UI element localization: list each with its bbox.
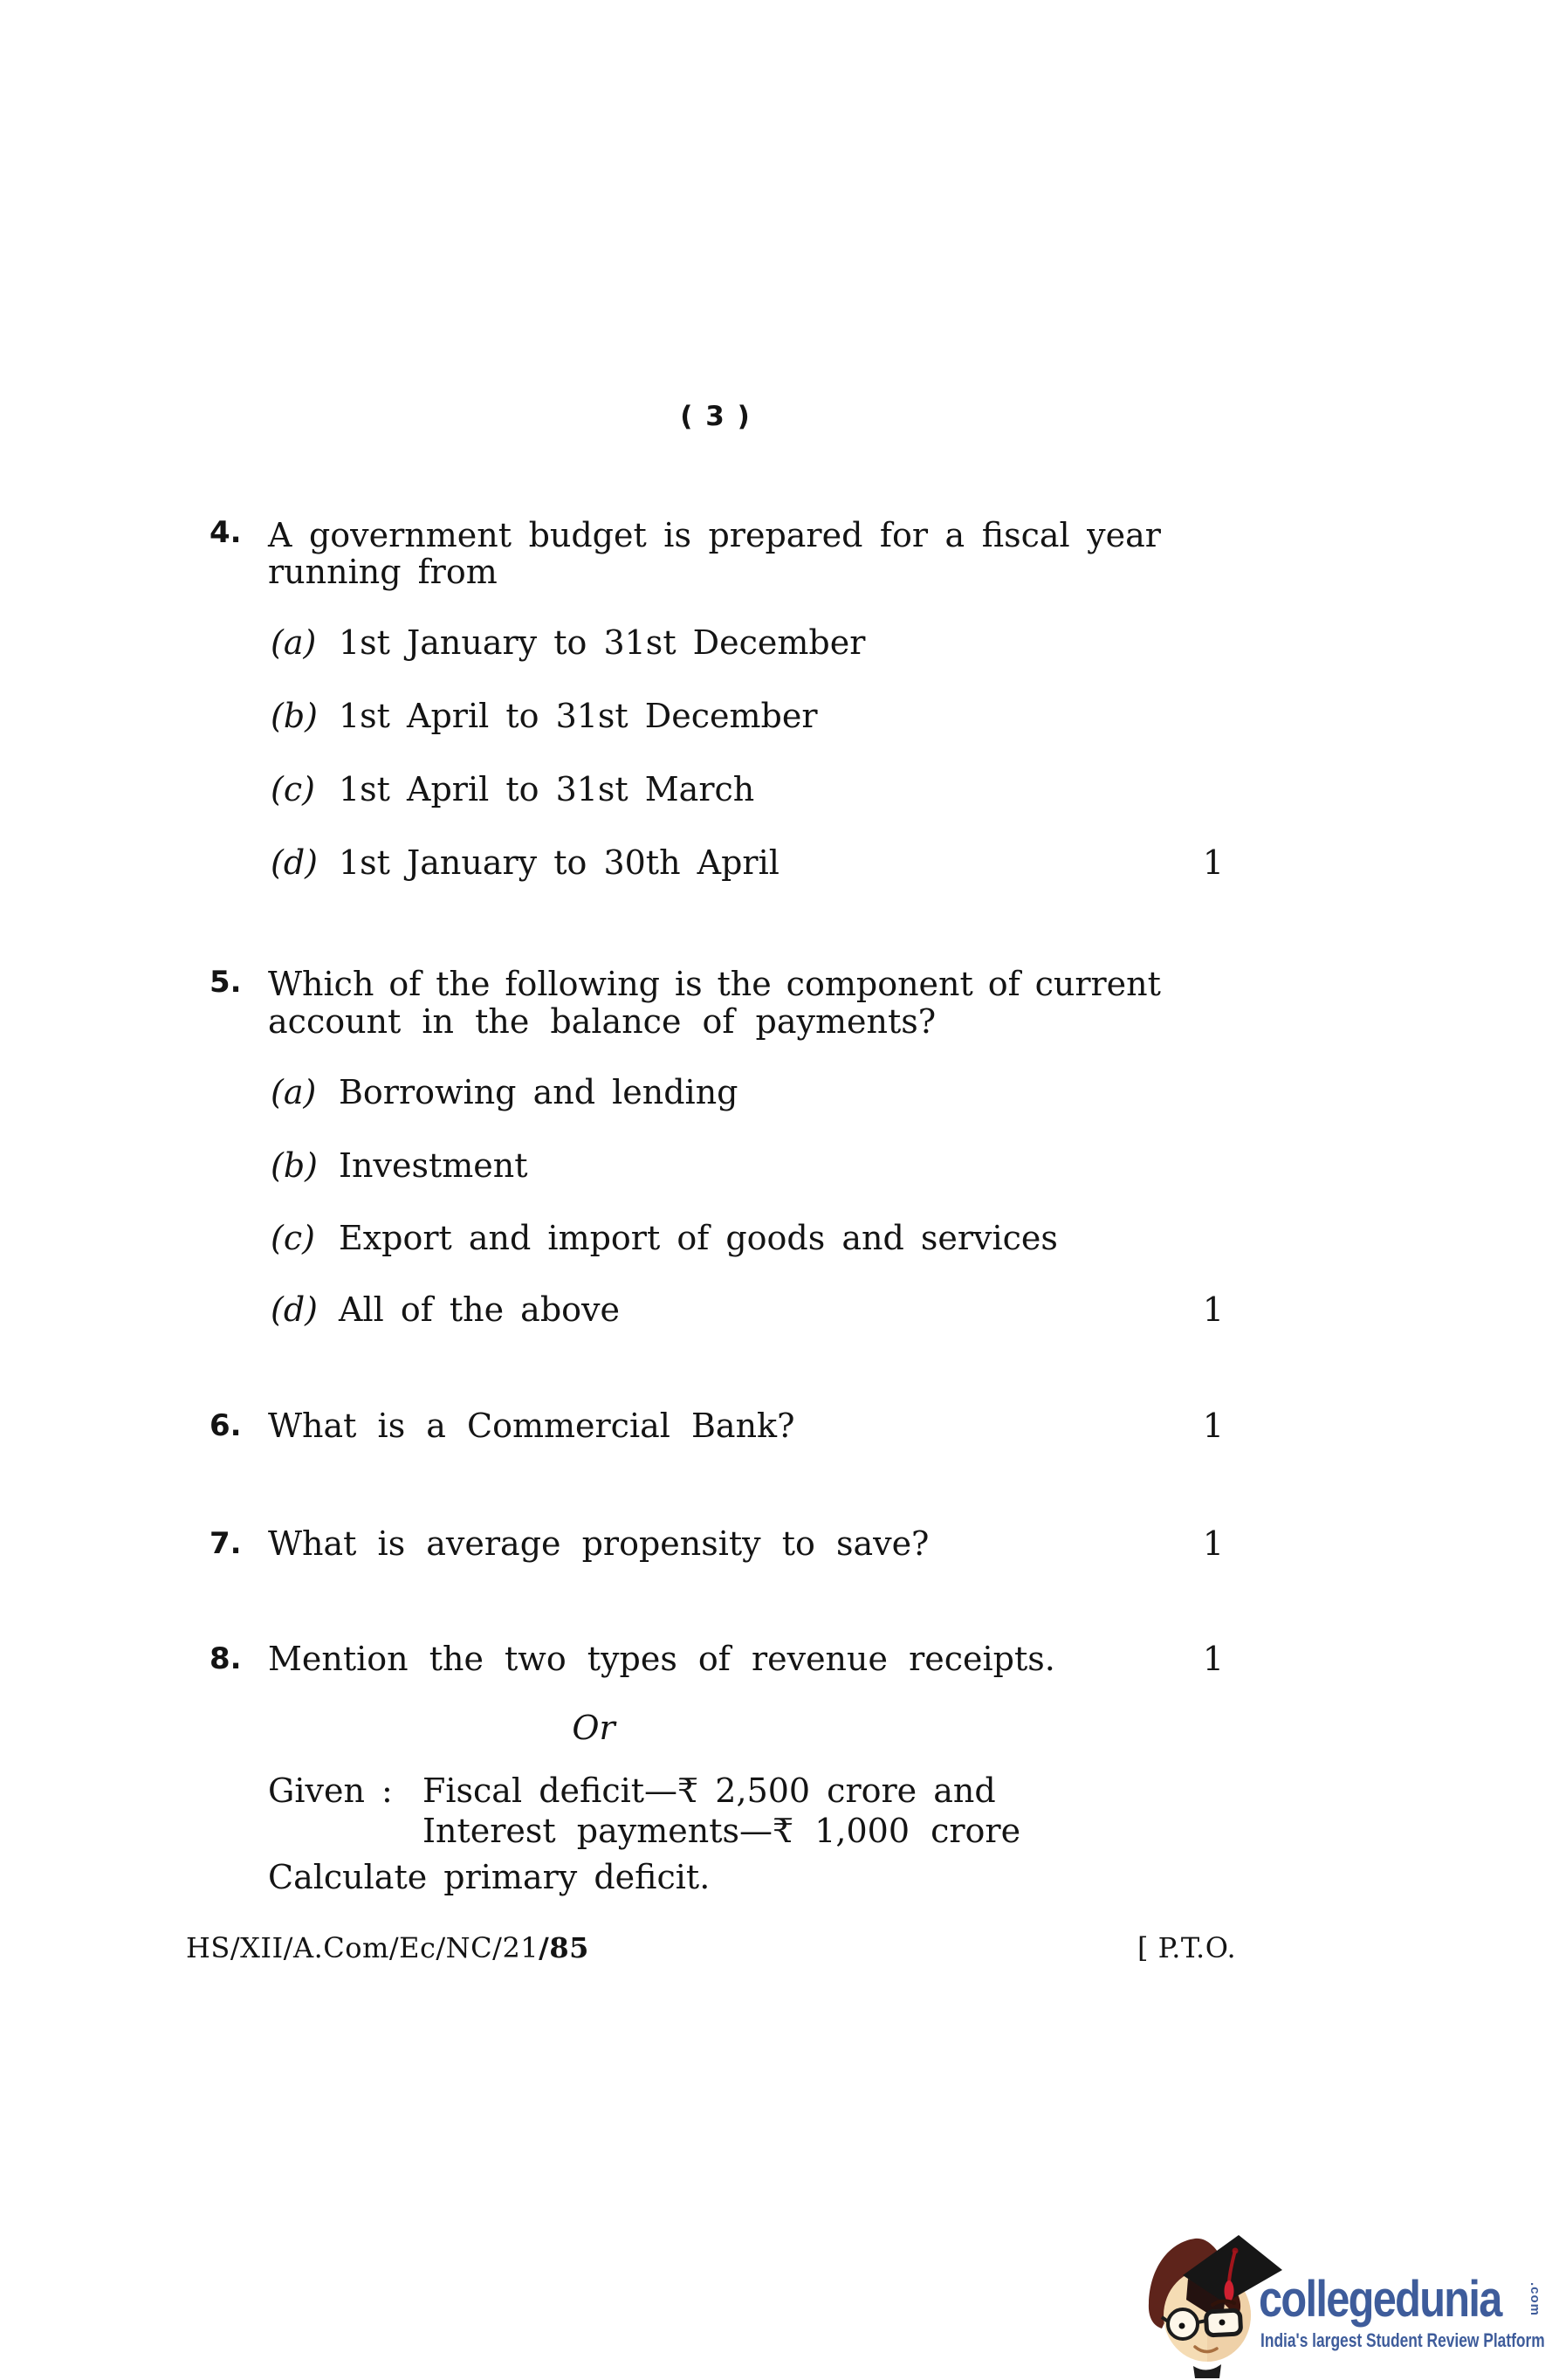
q4-option-b-text: 1st April to 31st December	[339, 697, 818, 735]
question-7-text: What is average propensity to save?	[268, 1524, 930, 1563]
paper-code	[186, 1930, 589, 1965]
q8-given-label: Given :	[268, 1771, 393, 1810]
question-5-number: 5.	[209, 965, 242, 1000]
q5-option-b-text: Investment	[339, 1146, 528, 1185]
collegedunia-wordmark: collegedunia	[1259, 2271, 1501, 2328]
q5-option-d-text: All of the above	[339, 1290, 620, 1329]
q4-option-d-letter: (d)	[271, 843, 318, 882]
q8-or-label: Or	[572, 1709, 615, 1747]
question-4-number: 4.	[209, 515, 242, 550]
question-8-number: 8.	[209, 1641, 242, 1676]
q8-given-line2: Interest payments—₹ 1,000 crore	[422, 1812, 1021, 1850]
collegedunia-tld: .com	[1528, 2282, 1542, 2317]
q5-option-a-letter: (a)	[271, 1073, 317, 1111]
q8-marks: 1	[1202, 1640, 1224, 1678]
page-number: ( 3 )	[680, 401, 752, 432]
q8-given-line1: Fiscal deficit—₹ 2,500 crore and	[422, 1771, 996, 1810]
q4-option-a-text: 1st January to 31st December	[339, 623, 866, 662]
pto-label: [ P.T.O.	[1137, 1931, 1237, 1964]
question-4-text-line2: running from	[268, 553, 498, 591]
q5-marks: 1	[1202, 1290, 1224, 1329]
q5-option-d-letter: (d)	[271, 1290, 318, 1329]
question-5-text-line1: Which of the following is the component of current	[268, 965, 1161, 1003]
q7-marks: 1	[1202, 1524, 1224, 1563]
q5-option-a-text: Borrowing and lending	[339, 1073, 738, 1111]
q4-option-b-letter: (b)	[271, 697, 318, 735]
paper-code-bold: /85	[539, 1931, 589, 1964]
q4-option-c-letter: (c)	[271, 770, 315, 808]
q6-marks: 1	[1202, 1407, 1224, 1445]
q4-option-c-text: 1st April to 31st March	[339, 770, 755, 808]
q8-instruction: Calculate primary deficit.	[268, 1858, 711, 1896]
question-8-text: Mention the two types of revenue receipts.	[268, 1640, 1055, 1678]
paper-code-regular: HS/XII/A.Com/Ec/NC/21	[186, 1931, 539, 1964]
q5-option-c-letter: (c)	[271, 1219, 315, 1257]
question-7-number: 7.	[209, 1526, 242, 1561]
question-6-text: What is a Commercial Bank?	[268, 1407, 795, 1445]
q4-option-a-letter: (a)	[271, 623, 317, 662]
q5-option-b-letter: (b)	[271, 1146, 318, 1185]
question-6-number: 6.	[209, 1408, 242, 1443]
q5-option-c-text: Export and import of goods and services	[339, 1219, 1058, 1257]
q4-option-d-text: 1st January to 30th April	[339, 843, 780, 882]
collegedunia-tagline: India's largest Student Review Platform	[1260, 2329, 1545, 2351]
question-5-text-line2: account in the balance of payments?	[268, 1002, 937, 1041]
question-4-text-line1: A government budget is prepared for a fiscal year	[268, 516, 1161, 554]
q4-marks: 1	[1202, 843, 1224, 882]
